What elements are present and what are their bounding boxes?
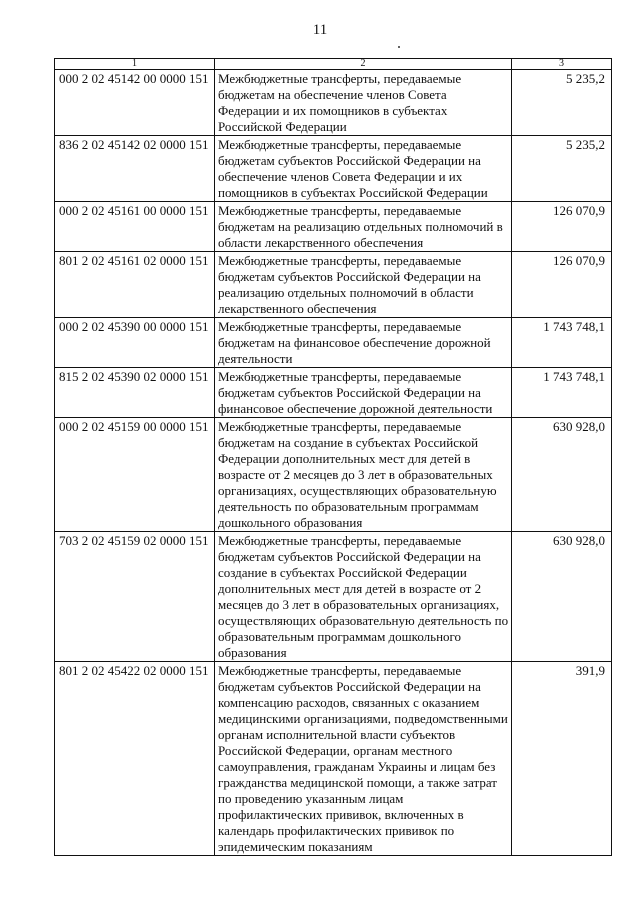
description-line: гражданства медицинской помощи, а также затрат [218, 775, 497, 790]
page-number: 11 [312, 22, 328, 38]
description-cell [215, 70, 512, 136]
description-cell [215, 136, 512, 202]
description-line: бюджетам на реализацию отдельных полномочий в [218, 219, 503, 234]
budget-code-cell: 801 2 02 45422 02 0000 151 [55, 662, 215, 856]
amount-cell: 126 070,9 [512, 202, 612, 252]
column-number-row [55, 59, 612, 70]
description-line: деятельность по образовательным программам [218, 499, 479, 514]
description-line: Российской Федерации, органам местного [218, 743, 453, 758]
budget-code-cell: 000 2 02 45390 00 0000 151 [55, 318, 215, 368]
amount-cell: 391,9 [512, 662, 612, 856]
description-line: Межбюджетные трансферты, передаваемые [218, 71, 462, 86]
description-line: помощников в субъектах Российской Федерации [218, 185, 488, 200]
description-cell [215, 318, 512, 368]
description-line: Межбюджетные трансферты, передаваемые [218, 663, 462, 678]
budget-code-cell: 000 2 02 45161 00 0000 151 [55, 202, 215, 252]
table-row [55, 70, 612, 136]
description-line: самоуправления, гражданам Украины и лицам без [218, 759, 496, 774]
table-row [55, 418, 612, 532]
amount-cell: 5 235,2 [512, 70, 612, 136]
description-line: медицинскими организациями, подведомственными [218, 711, 508, 726]
description-line: Российской Федерации [218, 119, 347, 134]
amount-cell: 126 070,9 [512, 252, 612, 318]
description-line: бюджетам на создание в субъектах Российской [218, 435, 479, 450]
description-line: Федерации и их помощников в субъектах [218, 103, 448, 118]
description-cell [215, 252, 512, 318]
amount-cell: 630 928,0 [512, 418, 612, 532]
description-line: эпидемическим показаниям [218, 839, 373, 854]
description-cell [215, 418, 512, 532]
amount-cell: 630 928,0 [512, 532, 612, 662]
amount-cell: 1 743 748,1 [512, 368, 612, 418]
description-line: профилактических прививок, включенных в [218, 807, 464, 822]
budget-code-cell: 000 2 02 45159 00 0000 151 [55, 418, 215, 532]
description-line: компенсацию расходов, связанных с оказанием [218, 695, 480, 710]
description-line: органам исполнительной власти субъектов [218, 727, 456, 742]
description-line: Межбюджетные трансферты, передаваемые [218, 419, 462, 434]
budget-transfers-table [54, 58, 612, 856]
description-line: Межбюджетные трансферты, передаваемые [218, 203, 462, 218]
description-line: реализацию отдельных полномочий в области [218, 285, 474, 300]
description-line: Межбюджетные трансферты, передаваемые [218, 369, 462, 384]
budget-code-cell: 801 2 02 45161 02 0000 151 [55, 252, 215, 318]
table-row [55, 368, 612, 418]
description-line: Межбюджетные трансферты, передаваемые [218, 533, 462, 548]
description-line: Межбюджетные трансферты, передаваемые [218, 319, 462, 334]
description-line: образования [218, 645, 287, 660]
description-line: бюджетам субъектов Российской Федерации на [218, 269, 481, 284]
description-cell [215, 202, 512, 252]
amount-cell: 5 235,2 [512, 136, 612, 202]
description-line: организациях, осуществляющих образовательную [218, 483, 497, 498]
description-line: образовательным программам дошкольного [218, 629, 462, 644]
table-row [55, 252, 612, 318]
description-line: дополнительных мест для детей в возрасте от 2 [218, 581, 482, 596]
budget-code-cell: 703 2 02 45159 02 0000 151 [55, 532, 215, 662]
description-line: Межбюджетные трансферты, передаваемые [218, 253, 462, 268]
description-line: бюджетам на обеспечение членов Совета [218, 87, 447, 102]
description-line: бюджетам субъектов Российской Федерации на [218, 679, 481, 694]
table-row [55, 532, 612, 662]
description-line: осуществляющих образовательную деятельность по [218, 613, 509, 628]
table-row [55, 136, 612, 202]
description-line: финансовое обеспечение дорожной деятельности [218, 401, 493, 416]
description-cell [215, 662, 512, 856]
description-line: Межбюджетные трансферты, передаваемые [218, 137, 462, 152]
amount-cell: 1 743 748,1 [512, 318, 612, 368]
table-row [55, 662, 612, 856]
column-number-3: 3 [512, 59, 612, 70]
description-cell [215, 532, 512, 662]
description-line: дошкольного образования [218, 515, 363, 530]
description-line: календарь профилактических прививок по [218, 823, 455, 838]
description-line: бюджетам субъектов Российской Федерации на [218, 549, 481, 564]
description-line: месяцев до 3 лет в образовательных организациях, [218, 597, 500, 612]
budget-code-cell: 815 2 02 45390 02 0000 151 [55, 368, 215, 418]
description-line: создание в субъектах Российской Федерации [218, 565, 467, 580]
description-line: бюджетам субъектов Российской Федерации на [218, 385, 481, 400]
scan-speck [398, 46, 400, 48]
description-line: возрасте от 2 месяцев до 3 лет в образовательных [218, 467, 493, 482]
description-line: деятельности [218, 351, 293, 366]
budget-code-cell: 836 2 02 45142 02 0000 151 [55, 136, 215, 202]
description-line: Федерации дополнительных мест для детей в [218, 451, 471, 466]
description-line: по проведению указанным лицам [218, 791, 404, 806]
table-row [55, 318, 612, 368]
table-row [55, 202, 612, 252]
description-line: области лекарственного обеспечения [218, 235, 424, 250]
description-line: бюджетам на финансовое обеспечение дорожной [218, 335, 491, 350]
column-number-2: 2 [215, 59, 512, 70]
budget-code-cell: 000 2 02 45142 00 0000 151 [55, 70, 215, 136]
description-line: бюджетам субъектов Российской Федерации на [218, 153, 481, 168]
table-body [55, 70, 612, 856]
description-line: лекарственного обеспечения [218, 301, 377, 316]
description-cell [215, 368, 512, 418]
description-line: обеспечение членов Совета Федерации и их [218, 169, 463, 184]
column-number-1: 1 [55, 59, 215, 70]
